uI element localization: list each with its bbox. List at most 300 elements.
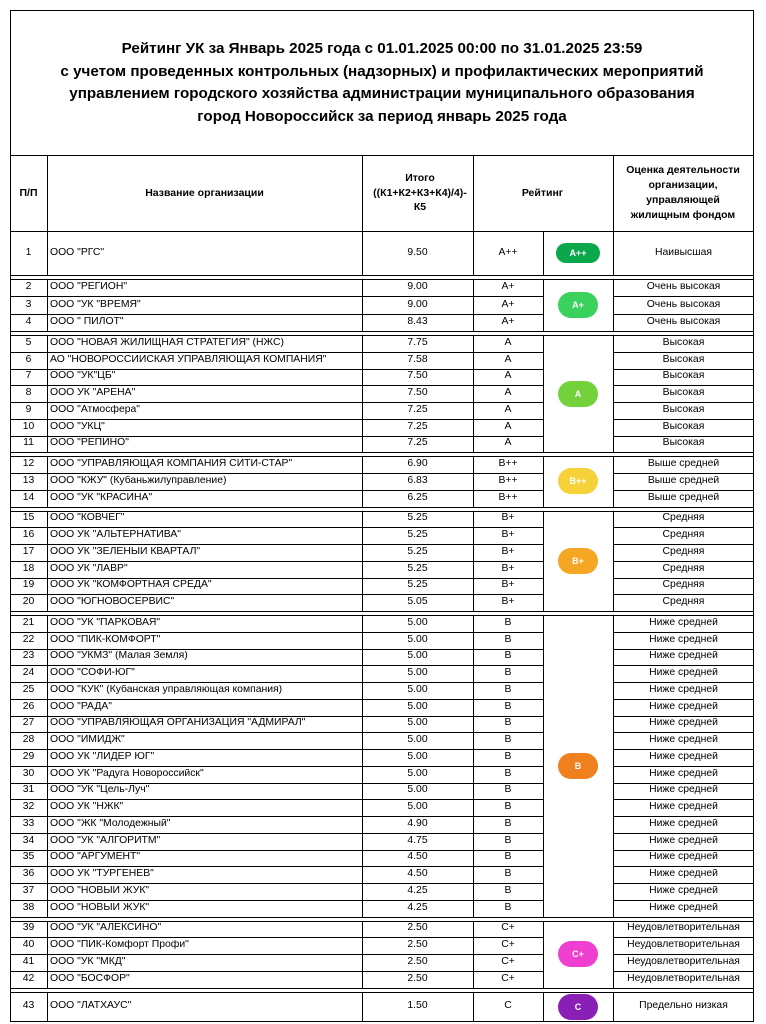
total-score: 6.90	[407, 459, 428, 470]
row-divider	[10, 866, 543, 867]
row-divider	[10, 527, 543, 528]
row-divider	[10, 937, 543, 938]
grid-line	[10, 10, 754, 11]
total-score: 7.58	[407, 354, 428, 365]
assessment-text: Ниже средней	[649, 852, 718, 863]
grid-line	[613, 231, 614, 275]
org-name: ООО "ЛАТХАУС"	[50, 1001, 132, 1011]
grid-line	[543, 279, 544, 331]
org-name: ООО "ПИК-Комфорт Профи"	[50, 940, 189, 951]
row-number: 34	[22, 835, 35, 846]
title-line-1: Рейтинг УК за Январь 2025 года с 01.01.2025 00:00 по 31.01.2025 23:59	[121, 40, 643, 57]
row-divider	[613, 385, 754, 386]
assessment-text: Ниже средней	[649, 869, 718, 880]
rating-grade: B	[504, 785, 512, 796]
org-name: ООО "УКМЗ" (Малая Земля)	[50, 651, 188, 662]
total-score: 5.00	[407, 735, 428, 746]
org-name: ООО "РЕГИОН"	[50, 282, 128, 292]
row-number: 15	[22, 513, 35, 524]
rating-grade: B+	[501, 546, 515, 557]
org-name: ООО УК "ЛАВР"	[50, 563, 128, 574]
row-number: 9	[25, 404, 32, 415]
grid-line	[613, 992, 614, 1022]
org-name: ООО "НОВЫЙ ЖУК"	[50, 902, 150, 913]
row-divider	[10, 850, 543, 851]
total-score: 5.25	[407, 546, 428, 557]
rating-grade: B	[504, 634, 512, 645]
grid-line	[473, 155, 474, 231]
total-score: 4.25	[407, 902, 428, 913]
grid-line	[10, 231, 754, 232]
total-score: 2.50	[407, 940, 428, 951]
row-number: 24	[22, 668, 35, 679]
assessment-text: Высокая	[662, 438, 705, 449]
row-number: 4	[25, 317, 32, 327]
assessment-text: Высокая	[662, 388, 705, 399]
row-divider	[613, 816, 754, 817]
rating-badge: B+	[558, 548, 598, 574]
grid-line	[10, 456, 754, 457]
row-number: 19	[22, 580, 35, 591]
org-name: ООО "УК "Цель-Луч"	[50, 785, 150, 796]
row-number: 6	[25, 354, 32, 365]
total-score: 5.00	[407, 768, 428, 779]
row-divider	[613, 971, 754, 972]
total-score: 5.25	[407, 530, 428, 541]
total-score: 5.00	[407, 802, 428, 813]
org-name: ООО " ПИЛОТ"	[50, 317, 124, 327]
row-number: 2	[25, 282, 32, 292]
rating-badge: A	[558, 381, 598, 407]
grid-line	[613, 456, 614, 506]
row-divider	[10, 749, 543, 750]
org-name: ООО "УК "ПАРКОВАЯ"	[50, 617, 161, 628]
rating-grade: A	[504, 421, 512, 432]
title-line-2: с учетом проведенных контрольных (надзорных) и профилактических мероприятий	[60, 62, 704, 80]
row-divider	[613, 833, 754, 834]
org-name: ООО "ЮГНОВОСЕРВИС"	[50, 597, 175, 608]
row-number: 10	[22, 421, 35, 432]
row-number: 43	[22, 1001, 35, 1011]
total-score: 5.00	[407, 751, 428, 762]
rating-grade: B++	[498, 459, 518, 470]
grid-line	[10, 507, 754, 508]
total-score: 4.50	[407, 852, 428, 863]
row-number: 16	[22, 530, 35, 541]
total-score: 9.00	[407, 299, 428, 310]
grid-line	[10, 331, 754, 332]
row-divider	[613, 799, 754, 800]
assessment-text: Очень высокая	[646, 282, 721, 292]
row-divider	[613, 578, 754, 579]
assessment-text: Предельно низкая	[639, 1001, 728, 1011]
grid-line	[10, 155, 754, 156]
row-divider	[613, 850, 754, 851]
row-number: 12	[22, 459, 35, 470]
assessment-text: Ниже средней	[649, 634, 718, 645]
grid-line	[47, 456, 48, 506]
row-divider	[613, 900, 754, 901]
row-divider	[613, 490, 754, 491]
assessment-text: Ниже средней	[649, 651, 718, 662]
grid-line	[47, 615, 48, 917]
grid-line	[362, 155, 363, 231]
total-score: 5.00	[407, 785, 428, 796]
row-number: 1	[25, 247, 32, 258]
grid-line	[613, 155, 614, 231]
total-score: 7.50	[407, 371, 428, 382]
total-score: 6.83	[407, 475, 428, 486]
row-number: 11	[23, 438, 34, 449]
rating-badge: C+	[558, 941, 598, 967]
org-name: ООО "УК "КРАСИНА"	[50, 492, 153, 503]
grid-line	[10, 992, 754, 993]
total-score: 4.50	[407, 869, 428, 880]
rating-grade: A	[504, 371, 512, 382]
grid-line	[10, 921, 754, 922]
row-divider	[10, 699, 543, 700]
row-number: 14	[22, 492, 35, 503]
row-divider	[613, 473, 754, 474]
row-divider	[613, 352, 754, 353]
grid-line	[362, 456, 363, 506]
grid-line	[47, 155, 48, 231]
org-name: ООО "РЕПИНО"	[50, 438, 129, 449]
grid-line	[543, 231, 544, 275]
row-divider	[613, 783, 754, 784]
total-score: 5.00	[407, 718, 428, 729]
grid-line	[473, 279, 474, 331]
total-score: 5.00	[407, 617, 428, 628]
row-number: 35	[22, 852, 35, 863]
grid-line	[473, 921, 474, 988]
rating-grade: B++	[498, 475, 518, 486]
total-score: 5.25	[407, 563, 428, 574]
assessment-text: Высокая	[662, 337, 705, 348]
row-divider	[613, 954, 754, 955]
row-divider	[613, 561, 754, 562]
row-number: 17	[22, 546, 35, 557]
assessment-text: Ниже средней	[649, 735, 718, 746]
assessment-text: Высокая	[662, 404, 705, 415]
org-name: ООО "БОСФОР"	[50, 973, 130, 984]
org-name: ООО "РАДА"	[50, 701, 112, 712]
assessment-text: Очень высокая	[646, 317, 721, 327]
row-divider	[613, 419, 754, 420]
total-score: 5.00	[407, 634, 428, 645]
rating-grade: A	[504, 354, 512, 365]
row-number: 38	[22, 902, 35, 913]
assessment-text: Выше средней	[647, 492, 720, 503]
rating-grade: A+	[501, 317, 515, 327]
row-number: 22	[22, 634, 35, 645]
assessment-text: Ниже средней	[649, 668, 718, 679]
row-divider	[613, 883, 754, 884]
grid-line	[473, 992, 474, 1022]
assessment-text: Неудовлетворительная	[627, 956, 740, 967]
grid-line	[47, 231, 48, 275]
grid-line	[10, 611, 754, 612]
row-divider	[10, 490, 543, 491]
row-divider	[10, 594, 543, 595]
rating-grade: B	[504, 684, 512, 695]
total-score: 5.00	[407, 668, 428, 679]
total-score: 5.05	[407, 597, 428, 608]
row-number: 20	[22, 597, 35, 608]
org-name: ООО "УК "АЛЕКСИНО"	[50, 923, 162, 934]
total-score: 9.00	[407, 282, 428, 292]
row-divider	[10, 561, 543, 562]
grid-line	[473, 456, 474, 506]
row-number: 26	[22, 701, 35, 712]
row-divider	[613, 749, 754, 750]
grid-line	[543, 615, 544, 917]
row-divider	[10, 369, 543, 370]
org-name: ООО "УК "АЛГОРИТМ"	[50, 835, 161, 846]
org-name: ООО "УК "ВРЕМЯ"	[50, 299, 141, 310]
org-name: ООО УК "ТУРГЕНЕВ"	[50, 869, 154, 880]
rating-grade: A+	[501, 282, 515, 292]
grid-line	[473, 615, 474, 917]
rating-grade: B	[504, 869, 512, 880]
grid-line	[10, 10, 11, 1022]
grid-line	[10, 279, 754, 280]
grid-line	[10, 452, 754, 453]
grid-line	[613, 335, 614, 452]
rating-grade: B	[504, 617, 512, 628]
row-divider	[10, 473, 543, 474]
assessment-text: Ниже средней	[649, 684, 718, 695]
grid-line	[473, 511, 474, 612]
total-score: 8.43	[407, 317, 428, 327]
rating-grade: B+	[501, 580, 515, 591]
row-number: 8	[25, 388, 32, 399]
row-divider	[613, 649, 754, 650]
assessment-text: Выше средней	[647, 459, 720, 470]
org-name: ООО "НОВЫЙ ЖУК"	[50, 885, 150, 896]
assessment-text: Ниже средней	[649, 818, 718, 829]
grid-line	[362, 992, 363, 1022]
org-name: ООО "УКЦ"	[50, 421, 105, 432]
row-divider	[10, 682, 543, 683]
rating-grade: B	[504, 902, 512, 913]
rating-grade: C+	[501, 956, 515, 967]
row-number: 27	[22, 718, 35, 729]
rating-grade: A	[504, 337, 512, 348]
total-score: 7.75	[407, 337, 428, 348]
total-score: 4.25	[407, 885, 428, 896]
org-name: ООО "УК"ЦБ"	[50, 371, 116, 382]
title-line-3: управлением городского хозяйства администрации муниципального образования	[69, 85, 695, 102]
rating-grade: B	[504, 835, 512, 846]
rating-badge: B	[558, 753, 598, 779]
assessment-text: Высокая	[662, 354, 705, 365]
row-divider	[613, 937, 754, 938]
rating-badge: C	[558, 994, 598, 1020]
rating-grade: B+	[501, 563, 515, 574]
header-rating: Рейтинг	[521, 186, 564, 199]
row-divider	[613, 732, 754, 733]
row-number: 33	[22, 818, 35, 829]
org-name: ООО УК "Радуга Новороссийск"	[50, 768, 204, 779]
row-divider	[613, 369, 754, 370]
org-name: ООО УК "АЛЬТЕРНАТИВА"	[50, 530, 181, 541]
grid-line	[613, 279, 614, 331]
row-divider	[613, 766, 754, 767]
row-divider	[10, 783, 543, 784]
rating-grade: B	[504, 735, 512, 746]
grid-line	[362, 231, 363, 275]
row-divider	[10, 971, 543, 972]
report-title	[10, 38, 754, 128]
org-name: ООО УК "ЛИДЕР ЮГ"	[50, 751, 155, 762]
rating-grade: B	[504, 802, 512, 813]
rating-grade: C+	[501, 923, 515, 934]
rating-grade: C+	[501, 940, 515, 951]
row-divider	[10, 419, 543, 420]
assessment-text: Ниже средней	[649, 768, 718, 779]
grid-line	[362, 511, 363, 612]
row-divider	[10, 649, 543, 650]
grid-line	[47, 921, 48, 988]
org-name: ООО "АРГУМЕНТ"	[50, 852, 141, 863]
assessment-text: Ниже средней	[649, 785, 718, 796]
total-score: 7.50	[407, 388, 428, 399]
assessment-text: Неудовлетворительная	[627, 923, 740, 934]
title-line-4: город Новороссийск за период январь 2025 года	[197, 107, 567, 125]
row-number: 32	[22, 802, 35, 813]
grid-line	[47, 279, 48, 331]
row-number: 21	[22, 617, 35, 628]
header-total: Итого ((К1+К2+К3+К4)/4)-К5	[373, 171, 467, 214]
row-divider	[613, 699, 754, 700]
row-number: 7	[25, 371, 32, 382]
grid-line	[543, 921, 544, 988]
grid-line	[10, 1021, 754, 1022]
rating-grade: B	[504, 885, 512, 896]
row-number: 30	[22, 768, 35, 779]
row-divider	[10, 314, 543, 315]
total-score: 5.00	[407, 701, 428, 712]
assessment-text: Очень высокая	[646, 299, 721, 310]
assessment-text: Наивысшая	[654, 247, 712, 258]
org-name: ООО "РГС"	[50, 247, 105, 258]
assessment-text: Средняя	[662, 563, 705, 574]
grid-line	[362, 279, 363, 331]
assessment-text: Ниже средней	[649, 885, 718, 896]
grid-line	[613, 921, 614, 988]
grid-line	[10, 511, 754, 512]
row-divider	[10, 352, 543, 353]
row-divider	[613, 402, 754, 403]
row-divider	[613, 594, 754, 595]
row-number: 37	[22, 885, 35, 896]
row-number: 18	[22, 563, 35, 574]
grid-line	[47, 992, 48, 1022]
rating-grade: C	[504, 1001, 512, 1011]
rating-grade: C+	[501, 973, 515, 984]
row-divider	[10, 766, 543, 767]
rating-grade: A	[504, 438, 512, 449]
header-org: Название организации	[145, 186, 264, 199]
row-divider	[613, 682, 754, 683]
grid-line	[543, 456, 544, 506]
total-score: 6.25	[407, 492, 428, 503]
assessment-text: Средняя	[662, 530, 705, 541]
header-num: П/П	[19, 186, 38, 199]
row-divider	[613, 296, 754, 297]
rating-grade: B	[504, 768, 512, 779]
grid-line	[362, 615, 363, 917]
total-score: 7.25	[407, 438, 428, 449]
grid-line	[10, 335, 754, 336]
org-name: ООО "КУК" (Кубанская управляющая компания)	[50, 684, 283, 695]
rating-grade: B+	[501, 530, 515, 541]
grid-line	[10, 917, 754, 918]
org-name: ООО "ЖК "Молодежный"	[50, 818, 171, 829]
assessment-text: Неудовлетворительная	[627, 973, 740, 984]
row-number: 5	[25, 337, 32, 348]
row-number: 13	[22, 475, 35, 486]
org-name: ООО "НОВАЯ ЖИЛИЩНАЯ СТРАТЕГИЯ" (НЖС)	[50, 337, 284, 348]
total-score: 2.50	[407, 923, 428, 934]
row-divider	[10, 296, 543, 297]
row-divider	[10, 385, 543, 386]
rating-sheet	[10, 10, 754, 1022]
total-score: 5.00	[407, 684, 428, 695]
grid-line	[613, 615, 614, 917]
rating-grade: B	[504, 818, 512, 829]
rating-grade: A++	[498, 247, 518, 258]
row-divider	[613, 436, 754, 437]
total-score: 5.25	[407, 580, 428, 591]
org-name: ООО "ИМИДЖ"	[50, 735, 125, 746]
total-score: 5.25	[407, 513, 428, 524]
row-divider	[10, 436, 543, 437]
row-divider	[10, 799, 543, 800]
assessment-text: Ниже средней	[649, 835, 718, 846]
row-divider	[613, 665, 754, 666]
rating-badge: A++	[556, 243, 600, 263]
assessment-text: Средняя	[662, 513, 705, 524]
row-number: 39	[22, 923, 35, 934]
org-name: ООО "КОВЧЕГ"	[50, 513, 125, 524]
grid-line	[10, 615, 754, 616]
org-name: ООО "ПИК-КОМФОРТ"	[50, 634, 161, 645]
org-name: ООО "КЖУ" (Кубаньжилуправление)	[50, 475, 227, 486]
row-divider	[10, 900, 543, 901]
row-number: 41	[22, 956, 35, 967]
total-score: 5.00	[407, 651, 428, 662]
org-name: ООО "УПРАВЛЯЮЩАЯ КОМПАНИЯ СИТИ-СТАР"	[50, 459, 293, 470]
grid-line	[613, 511, 614, 612]
grid-line	[473, 335, 474, 452]
grid-line	[753, 10, 754, 1022]
total-score: 7.25	[407, 404, 428, 415]
grid-line	[543, 992, 544, 1022]
row-number: 36	[22, 869, 35, 880]
grid-line	[47, 335, 48, 452]
assessment-text: Средняя	[662, 546, 705, 557]
total-score: 2.50	[407, 973, 428, 984]
rating-grade: B	[504, 651, 512, 662]
total-score: 2.50	[407, 956, 428, 967]
assessment-text: Высокая	[662, 371, 705, 382]
row-divider	[613, 632, 754, 633]
assessment-text: Ниже средней	[649, 802, 718, 813]
row-divider	[10, 816, 543, 817]
org-name: ООО "СОФИ-ЮГ"	[50, 668, 135, 679]
